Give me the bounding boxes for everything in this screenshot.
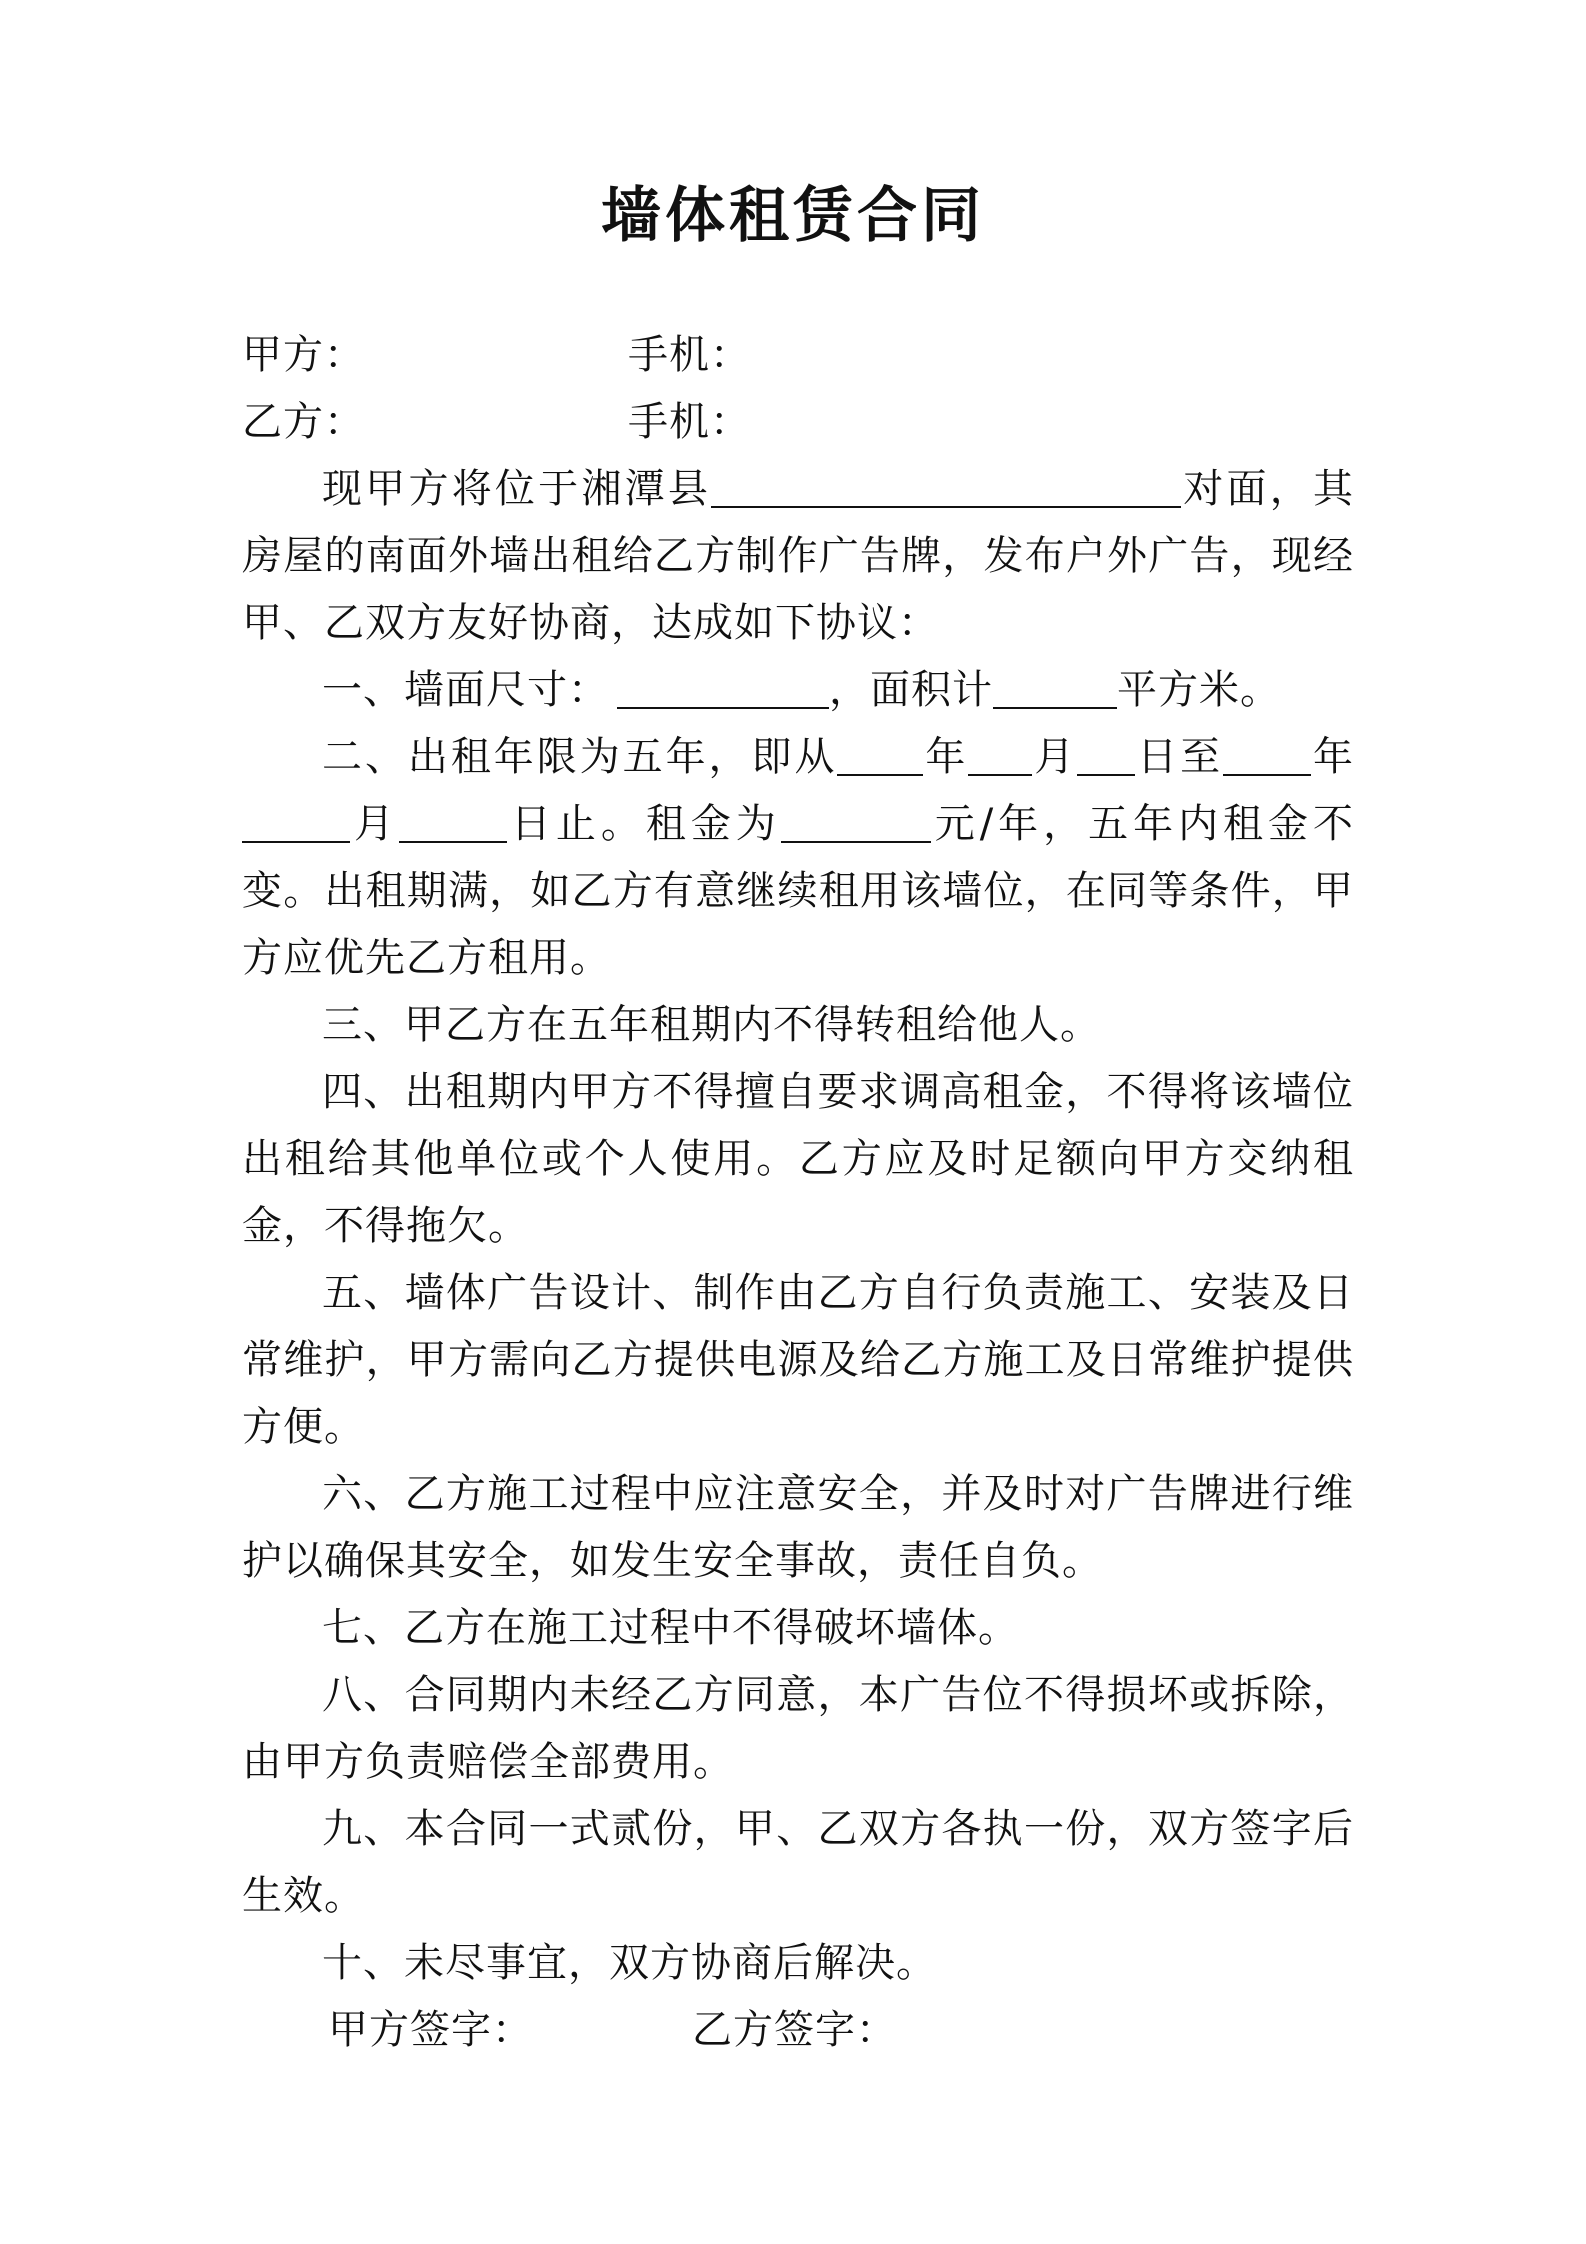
clause-10: 十、未尽事宜，双方协商后解决。 (322, 1940, 937, 1986)
clause-5: 五、墙体广告设计、制作由乙方自行负责施工、安装及日常维护，甲方需向乙方提供电源及给乙方施工及日常维护提供方便。 (242, 1270, 1354, 1450)
party-b-phone-label: 手机： (628, 399, 751, 445)
clause-3: 三、甲乙方在五年租期内不得转租给他人。 (322, 1002, 1101, 1048)
start-day-blank (1077, 736, 1135, 776)
clause-1-text-1: 一、墙面尺寸： (322, 667, 609, 713)
clause-2-month-2: 月 (350, 801, 399, 847)
document-title: 墙体租赁合同 (601, 181, 985, 251)
intro-text-2: 对面，其房屋的南面外墙出租给乙方制作广告牌，发布户外广告，现经甲、乙双方友好协商，达成如下协议： (242, 466, 1355, 646)
clause-1 (242, 657, 1354, 724)
clause-2-day-1: 日至 (1135, 734, 1224, 780)
intro-paragraph (242, 456, 1354, 657)
start-month-blank (968, 736, 1032, 776)
party-b-signature-label: 乙方签字： (692, 2007, 897, 2053)
signature-row (242, 1997, 1354, 2064)
clause-1-text-2: ，面积计 (829, 667, 993, 713)
clause-8: 八、合同期内未经乙方同意，本广告位不得损坏或拆除，由甲方负责赔偿全部费用。 (242, 1672, 1354, 1785)
intro-text-1: 现甲方将位于湘潭县 (322, 466, 712, 512)
area-blank (993, 669, 1117, 709)
clause-2-month-1: 月 (1032, 734, 1078, 780)
clause-4: 四、出租期内甲方不得擅自要求调高租金，不得将该墙位出租给其他单位或个人使用。乙方应及时足额向甲方交纳租金，不得拖欠。 (242, 1069, 1354, 1249)
party-b-row (242, 389, 1354, 456)
clause-1-text-3: 平方米。 (1117, 667, 1281, 713)
clause-2-year-1: 年 (923, 734, 969, 780)
party-a-label: 甲方： (242, 332, 365, 378)
party-a-phone-label: 手机： (628, 332, 751, 378)
clause-7: 七、乙方在施工过程中不得破坏墙体。 (322, 1605, 1019, 1651)
party-a-signature-label: 甲方签字： (328, 2007, 533, 2053)
clause-2-text-end: 元/年，五年内租金不变。出租期满，如乙方有意继续租用该墙位，在同等条件，甲方应优先乙方租用。 (242, 801, 1355, 981)
clause-2-year-2: 年 (1311, 734, 1355, 780)
rent-blank (781, 803, 931, 843)
start-year-blank (837, 736, 923, 776)
party-a-row (242, 322, 1354, 389)
clause-2 (242, 724, 1354, 992)
clause-2-text-1: 二、出租年限为五年，即从 (322, 734, 838, 780)
contract-body (242, 322, 1354, 2064)
address-blank (711, 468, 1181, 508)
party-b-label: 乙方： (242, 399, 365, 445)
end-year-blank (1223, 736, 1311, 776)
clause-6: 六、乙方施工过程中应注意安全，并及时对广告牌进行维护以确保其安全，如发生安全事故，责任自负。 (242, 1471, 1354, 1584)
wall-size-blank (617, 669, 829, 709)
end-month-blank (242, 803, 350, 843)
clause-9: 九、本合同一式贰份，甲、乙双方各执一份，双方签字后生效。 (242, 1806, 1354, 1919)
end-day-blank (399, 803, 507, 843)
clause-2-day-2: 日止。租金为 (506, 801, 781, 847)
